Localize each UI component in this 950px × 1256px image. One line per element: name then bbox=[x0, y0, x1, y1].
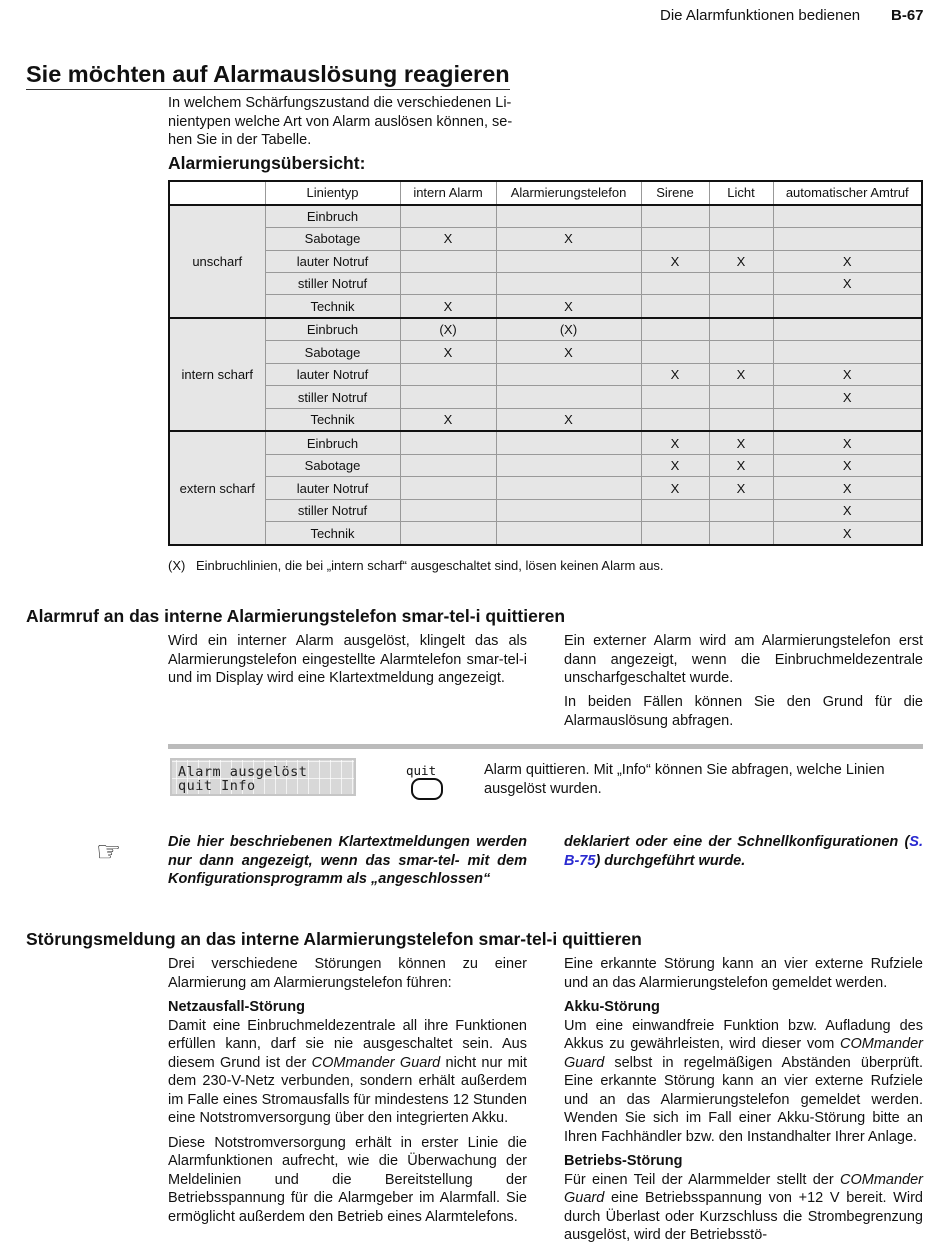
table-cell: X bbox=[400, 295, 496, 318]
line-type-cell: Einbruch bbox=[265, 431, 400, 454]
table-cell bbox=[400, 522, 496, 545]
table-row bbox=[169, 386, 922, 408]
table-cell bbox=[496, 477, 641, 499]
table-cell: X bbox=[773, 386, 922, 408]
column-header: Linientyp bbox=[265, 181, 400, 205]
table-header-row bbox=[169, 181, 922, 205]
table-cell bbox=[709, 386, 773, 408]
line-type-cell: Sabotage bbox=[265, 454, 400, 476]
table-cell bbox=[400, 454, 496, 476]
table-cell: X bbox=[773, 431, 922, 454]
table-cell: X bbox=[709, 431, 773, 454]
divider bbox=[168, 744, 923, 749]
section-title: Sie möchten auf Alarmauslösung reagieren bbox=[26, 60, 510, 90]
table-cell: X bbox=[641, 250, 709, 272]
table-cell: X bbox=[641, 431, 709, 454]
table-row bbox=[169, 363, 922, 385]
line-type-cell: lauter Notruf bbox=[265, 477, 400, 499]
line-type-cell: Technik bbox=[265, 295, 400, 318]
table-cell bbox=[709, 205, 773, 228]
table-cell: X bbox=[400, 228, 496, 250]
table-cell bbox=[641, 341, 709, 363]
table-cell: X bbox=[709, 477, 773, 499]
display-line: quit Info bbox=[178, 778, 256, 794]
line-type-cell: Technik bbox=[265, 522, 400, 545]
table-cell: X bbox=[641, 477, 709, 499]
table-cell bbox=[773, 318, 922, 341]
line-type-cell: stiller Notruf bbox=[265, 272, 400, 294]
table-cell bbox=[496, 431, 641, 454]
table-cell bbox=[709, 228, 773, 250]
table-cell bbox=[400, 272, 496, 294]
table-cell: X bbox=[709, 250, 773, 272]
column-header: Licht bbox=[709, 181, 773, 205]
table-cell: X bbox=[496, 295, 641, 318]
intro-paragraph: In welchem Schärfungszustand die verschiedenen Li- nientypen welche Art von Alarm auslösen können, se- hen Sie in der Tabelle. bbox=[168, 95, 513, 148]
table-row bbox=[169, 454, 922, 476]
table-cell bbox=[709, 318, 773, 341]
table-cell: X bbox=[400, 341, 496, 363]
line-type-cell: Sabotage bbox=[265, 341, 400, 363]
table-cell bbox=[496, 250, 641, 272]
alarm-overview-table bbox=[168, 180, 923, 546]
line-type-cell: stiller Notruf bbox=[265, 386, 400, 408]
line-type-cell: lauter Notruf bbox=[265, 250, 400, 272]
table-cell bbox=[641, 499, 709, 521]
table-cell: (X) bbox=[496, 318, 641, 341]
table-cell bbox=[641, 386, 709, 408]
table-cell bbox=[400, 363, 496, 385]
page-number: B-67 bbox=[891, 7, 924, 24]
table-row bbox=[169, 341, 922, 363]
table-cell bbox=[709, 341, 773, 363]
line-type-cell: stiller Notruf bbox=[265, 499, 400, 521]
running-header: Die Alarmfunktionen bedienen bbox=[660, 7, 861, 24]
note-text: Die hier beschriebenen Klartextmeldungen werden nur dann angezeigt, wenn das smar-tel- mit dem Konfigurationsprogramm als „angeschlossen“ bbox=[168, 834, 527, 887]
section-title: Alarmruf an das interne Alarmierungstelefon smar-tel-i quittieren bbox=[26, 606, 566, 626]
table-heading: Alarmierungsübersicht: bbox=[168, 153, 366, 173]
table-row bbox=[169, 250, 922, 272]
table-cell bbox=[496, 205, 641, 228]
table-cell bbox=[773, 341, 922, 363]
text-paragraph: Ein externer Alarm wird am Alarmierungstelefon erst dann angezeigt, wenn die Einbruchmeldezentrale unscharfgeschaltet wurde. bbox=[564, 633, 923, 686]
table-cell bbox=[773, 205, 922, 228]
table-row bbox=[169, 522, 922, 545]
section-title: Störungsmeldung an das interne Alarmierungstelefon smar-tel-i quittieren bbox=[26, 929, 642, 949]
table-row bbox=[169, 228, 922, 250]
note-text: deklariert oder eine der Schnellkonfigurationen (S. B-75) durchgeführt wurde. bbox=[564, 834, 923, 869]
table-cell bbox=[773, 408, 922, 431]
column-header: automatischer Amtruf bbox=[773, 181, 922, 205]
line-type-cell: Technik bbox=[265, 408, 400, 431]
column-header: Alarmierungstelefon bbox=[496, 181, 641, 205]
table-cell bbox=[400, 431, 496, 454]
table-cell bbox=[400, 499, 496, 521]
column-header: Sirene bbox=[641, 181, 709, 205]
table-row bbox=[169, 205, 922, 228]
table-cell bbox=[641, 228, 709, 250]
column-header: intern Alarm bbox=[400, 181, 496, 205]
table-cell bbox=[709, 272, 773, 294]
table-cell bbox=[496, 499, 641, 521]
table-row bbox=[169, 318, 922, 341]
table-cell: X bbox=[773, 454, 922, 476]
table-cell: X bbox=[641, 363, 709, 385]
table-cell bbox=[773, 228, 922, 250]
table-cell: X bbox=[773, 250, 922, 272]
table-cell: X bbox=[496, 341, 641, 363]
softkey-icon bbox=[411, 778, 443, 800]
table-row bbox=[169, 272, 922, 294]
table-cell bbox=[773, 295, 922, 318]
line-type-cell: lauter Notruf bbox=[265, 363, 400, 385]
arming-state-label: unscharf bbox=[169, 205, 265, 318]
left-column: Drei verschiedene Störungen können zu einer Alarmierung am Alarmierungstelefon führen: Netzausfall-Störung Damit eine Einbruchmeldezentrale all ihre Funktionen erfüllen kann, darf sie nie ausgeschaltet sein. Aus diesem Grund ist der COMmander Guard nicht nur mit dem 230-V-Netz verbunden, sondern erhält außerdem im Falle eines Stromausfalls für mindestens 12 Stunden eine Notstromversorgung über den integrierten Akku. Diese Notstromversorgung erhält in erster Linie die Alarmfunktionen aufrecht, wie die Überwachung der Meldelinien und die Bereitstellung der Betriebsspannung für die Alarmgeber im Alarmfall. Sie ermöglicht außerdem den Betrieb eines Alarmtelefons. bbox=[168, 956, 527, 1225]
table-cell bbox=[641, 205, 709, 228]
table-cell bbox=[496, 454, 641, 476]
table-cell: X bbox=[773, 272, 922, 294]
table-cell bbox=[709, 499, 773, 521]
table-cell: X bbox=[496, 228, 641, 250]
right-column: Eine erkannte Störung kann an vier externe Rufziele und an das Alarmierungstelefon gemeldet werden. Akku-Störung Um eine einwandfreie Funktion bzw. Aufladung des Akkus zu gewährleisten, wird dieser vom COMmander Guard selbst in regelmäßigen Abständen überprüft. Eine erkannte Störung kann an vier externe Rufziele und an das Alarmierungstelefon gemeldet werden. Wenden Sie sich im Fall einer Akku-Störung bitte an Ihren Fachhändler bzw. den Instandhalter Ihrer Anlage. Betriebs-Störung Für einen Teil der Alarmmelder stellt der COMmander Guard eine Betriebsspannung von +12 V bereit. Wird durch Überlast oder Kurzschluss die Strombegrenzung ausgelöst, wird der Betriebsstö- bbox=[564, 956, 923, 1243]
table-cell bbox=[641, 272, 709, 294]
table-cell bbox=[496, 386, 641, 408]
table-cell bbox=[400, 477, 496, 499]
table-cell: X bbox=[709, 363, 773, 385]
table-cell: X bbox=[400, 408, 496, 431]
column-header bbox=[169, 181, 265, 205]
text-paragraph: Wird ein interner Alarm ausgelöst, klingelt das als Alarmierungstelefon eingestellte Alarmtelefon smar-tel-i und im Display wird eine Klartextmeldung angezeigt. bbox=[168, 633, 527, 686]
line-type-cell: Einbruch bbox=[265, 205, 400, 228]
table-cell: X bbox=[773, 522, 922, 545]
subheading: Betriebs-Störung bbox=[564, 1153, 683, 1169]
table-cell: X bbox=[641, 454, 709, 476]
softkey-label: quit bbox=[406, 763, 437, 778]
subheading: Netzausfall-Störung bbox=[168, 999, 305, 1015]
page-reference-link[interactable]: S. B-75 bbox=[564, 834, 923, 869]
table-row bbox=[169, 499, 922, 521]
table-cell: X bbox=[496, 408, 641, 431]
line-type-cell: Sabotage bbox=[265, 228, 400, 250]
line-type-cell: Einbruch bbox=[265, 318, 400, 341]
instruction-text: Alarm quittieren. Mit „Info“ können Sie abfragen, welche Linien ausgelöst wurden. bbox=[484, 762, 885, 797]
table-cell bbox=[709, 522, 773, 545]
table-row bbox=[169, 431, 922, 454]
table-cell: X bbox=[709, 454, 773, 476]
table-footnote: (X) Einbruchlinien, die bei „intern scharf“ ausgeschaltet sind, lösen keinen Alarm aus. bbox=[168, 558, 664, 573]
table-cell bbox=[400, 205, 496, 228]
table-row bbox=[169, 295, 922, 318]
table-row bbox=[169, 408, 922, 431]
table-row bbox=[169, 477, 922, 499]
arming-state-label: intern scharf bbox=[169, 318, 265, 431]
table-cell bbox=[641, 408, 709, 431]
table-cell: X bbox=[773, 499, 922, 521]
table-cell bbox=[641, 318, 709, 341]
phone-display bbox=[170, 758, 356, 796]
pointing-hand-icon: ☞ bbox=[96, 836, 122, 867]
display-line: Alarm ausgelöst bbox=[178, 764, 308, 780]
table-cell bbox=[496, 363, 641, 385]
table-cell bbox=[709, 408, 773, 431]
table-cell: X bbox=[773, 477, 922, 499]
table-cell bbox=[641, 522, 709, 545]
arming-state-label: extern scharf bbox=[169, 431, 265, 545]
table-cell bbox=[641, 295, 709, 318]
table-cell bbox=[709, 295, 773, 318]
table-cell bbox=[496, 522, 641, 545]
table-cell bbox=[400, 386, 496, 408]
table-cell: (X) bbox=[400, 318, 496, 341]
table-cell: X bbox=[773, 363, 922, 385]
subheading: Akku-Störung bbox=[564, 999, 660, 1015]
text-paragraph: In beiden Fällen können Sie den Grund für die Alarmauslösung abfragen. bbox=[564, 694, 923, 729]
table-cell bbox=[400, 250, 496, 272]
table-cell bbox=[496, 272, 641, 294]
